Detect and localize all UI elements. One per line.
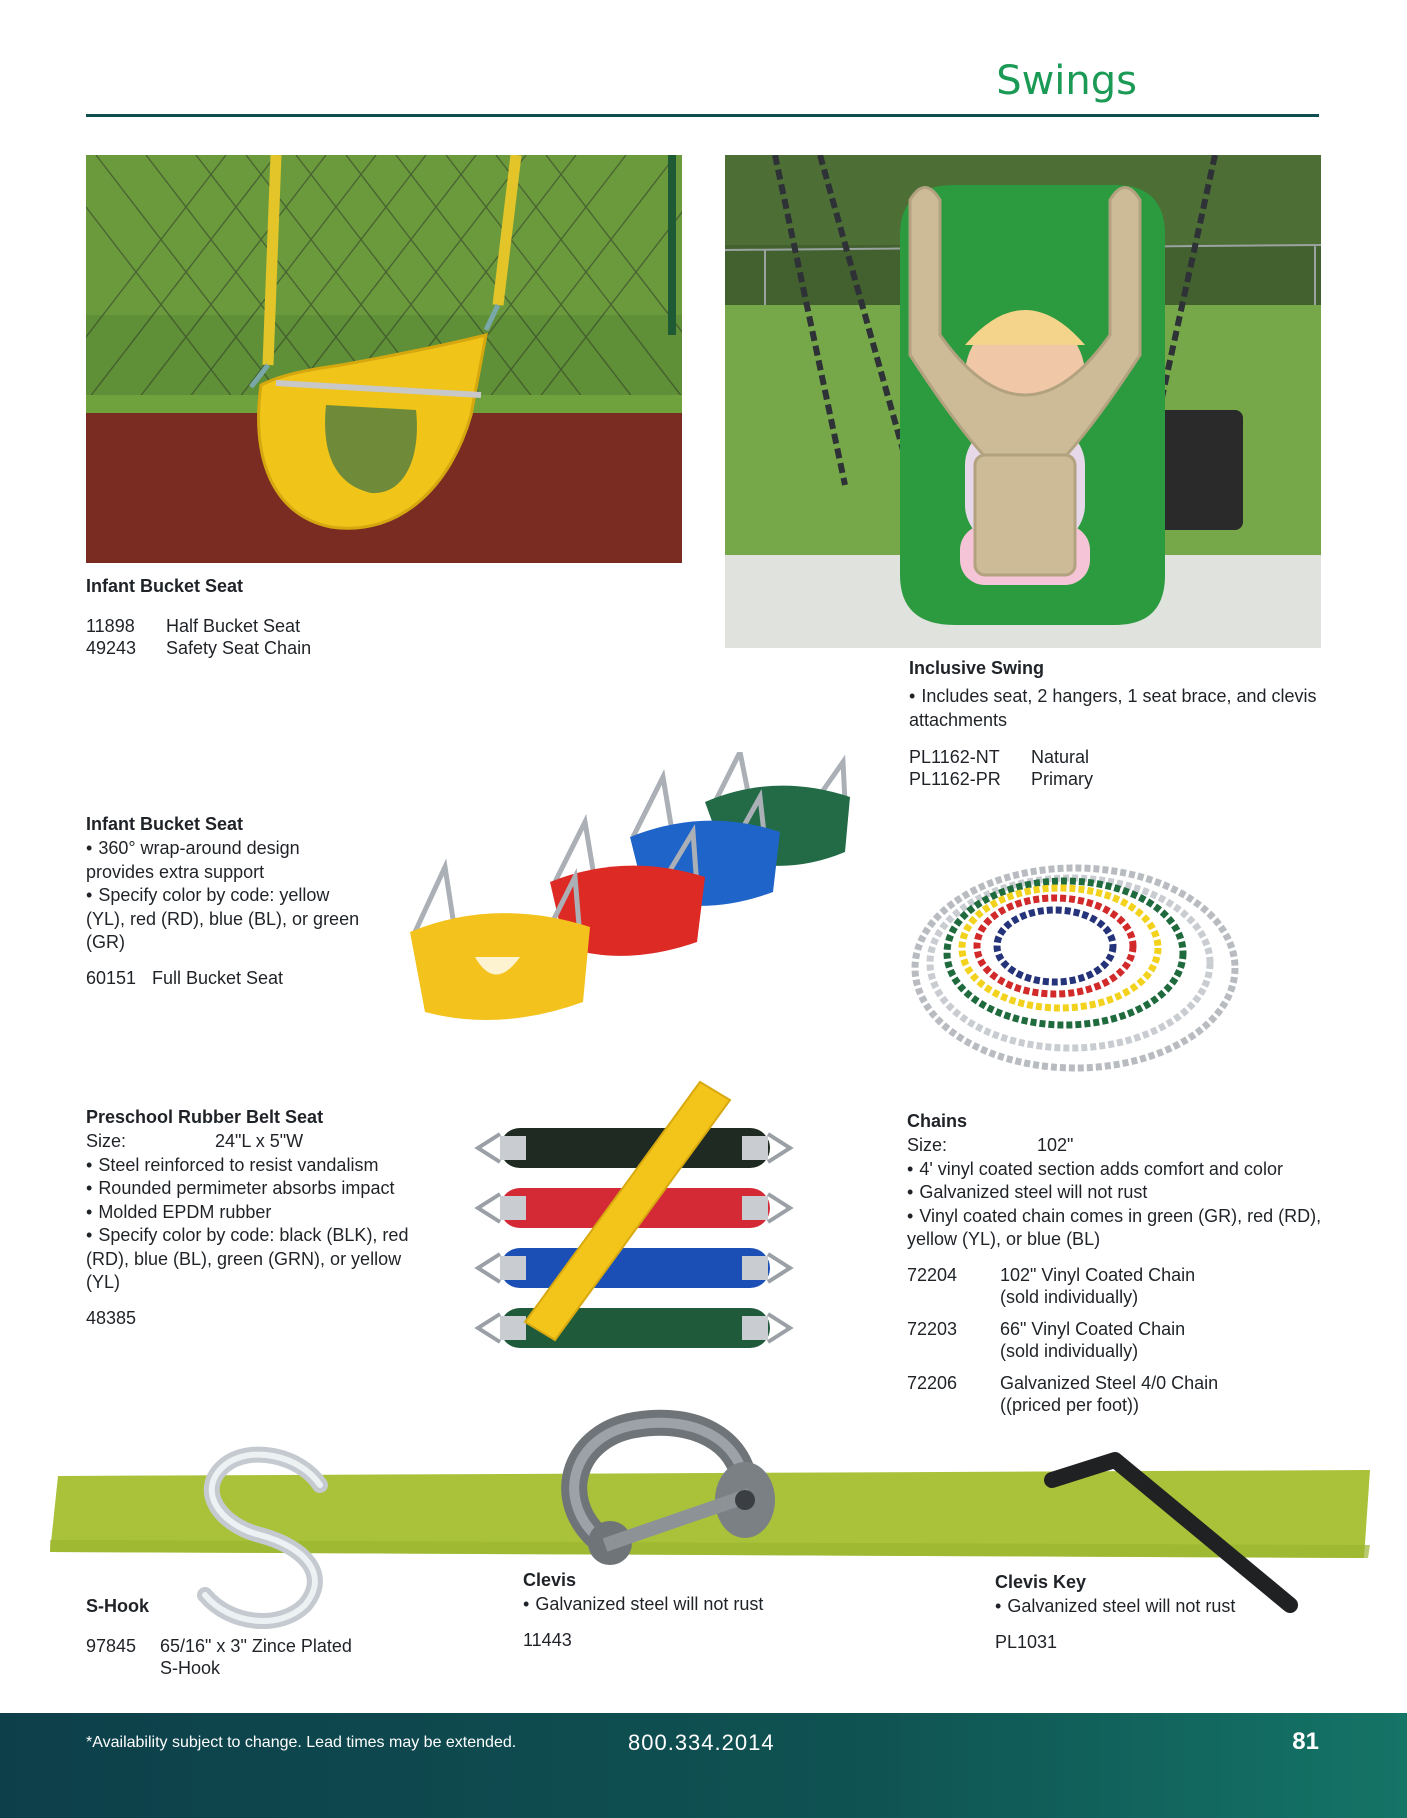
product-title: Infant Bucket Seat [86,814,244,834]
product-code-row [907,1318,1327,1362]
bullet-item: • Includes seat, 2 hangers, 1 seat brace, and clevis attachments [909,686,1317,730]
bullet-item: • Steel reinforced to resist vandalism [86,1154,379,1175]
product-title: Clevis [523,1570,577,1590]
bullet-item: • Galvanized steel will not rust [523,1594,764,1614]
bullet-item: • Rounded permimeter absorbs impact [86,1178,395,1198]
bullet-item: • 360° wrap-around design provides extra support [86,838,300,882]
product-code: 72206 [907,1372,958,1393]
size-row: Size: 102" [907,1135,1074,1155]
product-code-row [907,1372,1327,1416]
product-title: Infant Bucket Seat [86,576,244,596]
product-code: 11898 [86,616,135,636]
product-clevis-key [995,1572,1325,1653]
product-code: PL1162-PR [909,769,1001,789]
footnote: *Availability subject to change. Lead times may be extended. [86,1734,517,1751]
product-title: Clevis Key [995,1572,1087,1592]
product-code-row [86,637,646,659]
product-code: 11443 [523,1629,572,1650]
bullet-item: • Galvanized steel will not rust [995,1596,1236,1616]
product-code: 49243 [86,638,137,658]
product-title: Inclusive Swing [909,658,1045,678]
half-bucket-seat-photo [86,155,682,563]
product-title: S-Hook [86,1596,149,1616]
belt-seats-image [470,1070,800,1370]
product-desc: Safety Seat Chain [166,638,312,658]
page-number: 81 [1292,1728,1319,1755]
bullet-item: • Galvanized steel will not rust [907,1182,1148,1202]
product-code: 48385 [86,1307,137,1328]
size-row: Size: 24"L x 5"W [86,1131,304,1151]
product-desc: Full Bucket Seat [152,967,284,988]
product-inclusive [909,658,1319,790]
bullet-item: • Molded EPDM rubber [86,1201,272,1222]
product-desc: Primary [1031,769,1093,789]
product-note: ((priced per foot)) [1000,1394,1140,1415]
inclusive-swing-photo [725,155,1321,648]
product-code: 97845 [86,1636,137,1656]
product-title: Preschool Rubber Belt Seat [86,1107,324,1127]
page-footer [0,1713,1407,1818]
product-belt [86,1107,431,1329]
full-bucket-seats-image [405,752,860,1057]
product-code-row [86,1635,416,1679]
product-desc: 102" Vinyl Coated Chain [1000,1264,1196,1285]
header-rule [86,114,1319,117]
product-desc: Galvanized Steel 4/0 Chain [1000,1372,1219,1393]
product-title: Chains [907,1111,968,1131]
product-s-hook [86,1596,416,1679]
product-clevis [523,1570,853,1651]
product-code-row [907,1264,1327,1308]
page-title: Swings [996,58,1137,104]
bullet-item: • Specify color by code: yellow (YL), red (RD), blue (BL), or green (GR) [86,885,360,952]
product-code: 72204 [907,1264,958,1285]
bullet-item: • Vinyl coated chain comes in green (GR), red (RD), yellow (YL), or blue (BL) [907,1205,1322,1249]
product-desc: 66" Vinyl Coated Chain [1000,1318,1186,1339]
product-desc: Natural [1031,747,1090,767]
product-infant-half [86,576,646,659]
bullet-item: • 4' vinyl coated section adds comfort and color [907,1158,1283,1179]
product-note: (sold individually) [1000,1286,1139,1307]
chains-image [905,858,1245,1098]
product-desc: 65/16" x 3" Zince Plated [160,1636,352,1656]
clevis-image [545,1405,790,1580]
product-code-row [909,746,1319,768]
product-code: 60151 [86,967,137,988]
product-code-row [909,768,1319,790]
product-note: (sold individually) [1000,1340,1139,1361]
product-desc: S-Hook [160,1658,221,1678]
product-code-row [86,967,361,989]
product-code-row [86,615,646,637]
product-infant-full [86,814,361,989]
product-chains [907,1111,1327,1416]
product-code: PL1162-NT [909,747,1000,767]
bullet-item: • Specify color by code: black (BLK), red (RD), blue (BL), green (GRN), or yellow (YL) [86,1225,409,1292]
product-desc: Half Bucket Seat [166,616,301,636]
product-code: PL1031 [995,1631,1058,1652]
product-code: 72203 [907,1318,958,1339]
phone-number: 800.334.2014 [628,1730,775,1755]
